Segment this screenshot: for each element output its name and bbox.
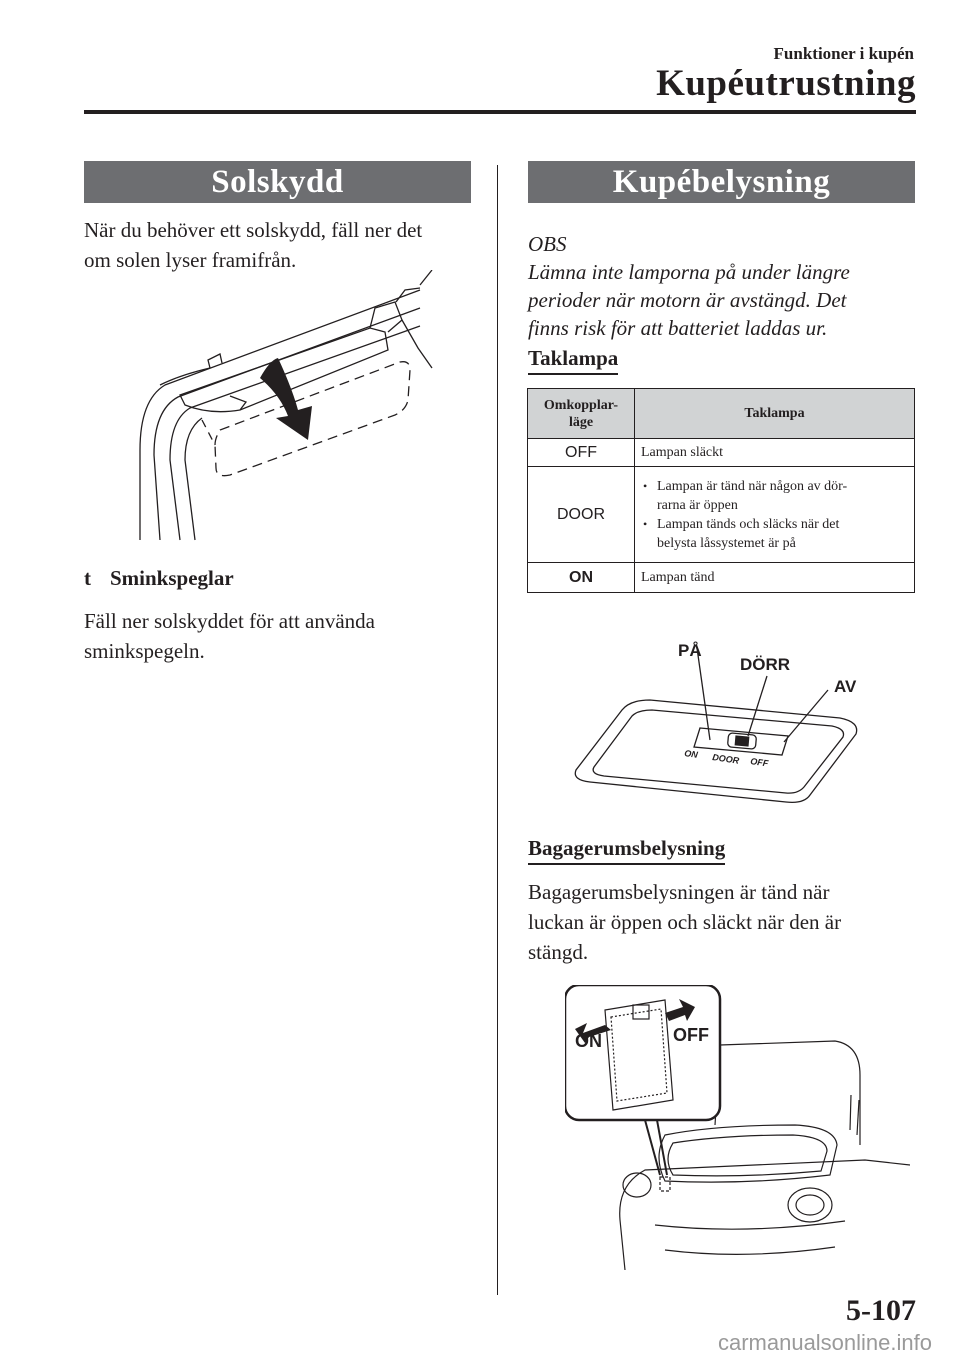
header-mode-line2: läge xyxy=(568,414,594,430)
switch-label-off: OFF xyxy=(749,756,769,769)
label-pa: PÅ xyxy=(678,641,702,660)
trunk-lamp-illustration xyxy=(565,985,910,1270)
note-title: OBS xyxy=(528,232,567,256)
door-b2-line2: belysta låssystemet är på xyxy=(657,535,796,551)
solskydd-intro-line2: om solen lyser framifrån. xyxy=(84,248,297,272)
switch-label-door: DOOR xyxy=(711,752,740,766)
table-row xyxy=(528,563,915,593)
page-number: 5-107 xyxy=(846,1294,916,1327)
door-bullet-2 xyxy=(641,515,908,553)
door-b1-line2: rarna är öppen xyxy=(657,497,738,513)
note-line1: Lämna inte lamporna på under längre xyxy=(528,260,850,284)
door-bullet-1 xyxy=(641,477,908,515)
table-row xyxy=(528,467,915,563)
section-label: Funktioner i kupén xyxy=(773,44,914,63)
label-on: ON xyxy=(575,1031,602,1051)
header-rule xyxy=(84,110,916,114)
mode-on: ON xyxy=(528,563,635,593)
overhead-lamp-illustration xyxy=(560,630,880,810)
heading-bagagerumsbelysning: Bagagerumsbelysning xyxy=(528,836,725,865)
label-av: AV xyxy=(834,677,857,696)
desc-on: Lampan tänd xyxy=(635,563,915,593)
mirror-line1: Fäll ner solskyddet för att använda xyxy=(84,609,376,633)
note-line2: perioder när motorn är avstängd. Det xyxy=(528,288,847,312)
solskydd-intro-line1: När du behöver ett solskydd, fäll ner det xyxy=(84,218,423,242)
note-line3: finns risk för att batteriet laddas ur. xyxy=(528,316,828,340)
table-header-lamp: Taklampa xyxy=(635,389,915,439)
lamp-mode-table xyxy=(527,388,915,593)
door-b2-line1: • Lampan tänds och släcks när det xyxy=(657,516,840,532)
desc-off: Lampan släckt xyxy=(635,439,915,467)
subheading-sminkspeglar: Sminkspeglar xyxy=(110,566,234,590)
table-header-mode xyxy=(528,389,635,439)
banner-kupebelysning: Kupébelysning xyxy=(528,161,915,203)
switch-label-on: ON xyxy=(683,748,699,760)
mode-off: OFF xyxy=(528,439,635,467)
mode-door: DOOR xyxy=(528,467,635,563)
banner-solskydd: Solskydd xyxy=(84,161,471,203)
trunk-line1: Bagagerumsbelysningen är tänd när xyxy=(528,880,830,904)
bullet-glyph: t xyxy=(84,566,91,590)
table-row xyxy=(528,439,915,467)
page-title: Kupéutrustning xyxy=(656,63,916,104)
column-divider xyxy=(497,165,498,1295)
door-b1-line1: • Lampan är tänd när någon av dör- xyxy=(657,478,848,494)
sun-visor-illustration xyxy=(120,270,440,550)
mirror-line2: sminkspegeln. xyxy=(84,639,205,663)
label-dorr: DÖRR xyxy=(740,655,791,674)
trunk-line2: luckan är öppen och släckt när den är xyxy=(528,910,842,934)
label-off: OFF xyxy=(673,1025,709,1045)
header-mode-line1: Omkopplar- xyxy=(543,397,619,413)
watermark: carmanualsonline.info xyxy=(717,1330,932,1355)
heading-taklampa: Taklampa xyxy=(528,346,618,375)
desc-door xyxy=(635,467,915,563)
trunk-line3: stängd. xyxy=(528,940,589,964)
